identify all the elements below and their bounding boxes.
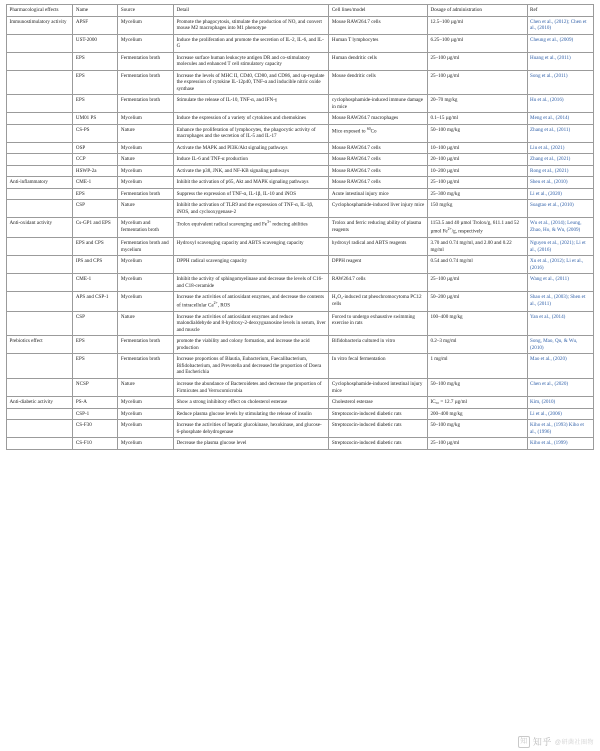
table-row — [7, 397, 594, 409]
cell-category — [7, 200, 73, 218]
cell-category — [7, 165, 73, 177]
cell-model: Human dendritic cells — [329, 52, 428, 70]
table-row — [7, 52, 594, 70]
cell-dosage: 12.5–100 µg/ml — [427, 16, 527, 34]
cell-name: CSP — [73, 200, 118, 218]
cell-dosage: 0.2–3 mg/ml — [427, 336, 527, 354]
cell-detail: Induce the proliferation and promote the secretion of IL-2, IL-6, and IL-G — [174, 34, 329, 52]
column-header-detail: Detail — [174, 5, 329, 17]
cell-ref[interactable]: Wang et al., (2011) — [527, 274, 593, 292]
cell-source: Mycelium — [118, 292, 174, 312]
cell-ref[interactable]: Shao et al., (2003); Shen et al., (2011) — [527, 292, 593, 312]
cell-model: Mouse RAW264.7 cells — [329, 16, 428, 34]
cell-source: Fermentation broth — [118, 336, 174, 354]
cell-model: Cyclophosphamide-induced intestinal injury mice — [329, 379, 428, 397]
cell-detail: DPPH radical scavenging capacity — [174, 256, 329, 274]
table-row — [7, 154, 594, 166]
cell-ref[interactable]: Li et al., (2020) — [527, 188, 593, 200]
watermark — [518, 735, 594, 748]
cell-ref[interactable]: Hu et al., (2016) — [527, 95, 593, 113]
table-row — [7, 124, 594, 142]
table-row — [7, 292, 594, 312]
table-row — [7, 354, 594, 379]
cell-detail: Activate the p38, JNK, and NF-KB signaling pathways — [174, 165, 329, 177]
cell-category — [7, 311, 73, 336]
cell-detail: Promote the phagocytosis, stimulate the production of NO, and convert mouse M2 macrophages into M1 phenotype — [174, 16, 329, 34]
cell-category — [7, 354, 73, 379]
cell-detail: Increase the levels of MHC II, CD40, CD80, and CD86, and up-regulate the expression of cytokine IL-12p40, TNF-α and inducible nitric oxide synthase — [174, 70, 329, 95]
cell-name: OSP — [73, 142, 118, 154]
cell-detail: Inhibit the activity of sphingomyelinase and decrease the levels of C16- and C18-ceramide — [174, 274, 329, 292]
cell-source: Mycelium — [118, 420, 174, 438]
cell-dosage: 25–100 µg/ml — [427, 52, 527, 70]
cell-detail: Induce the expression of a variety of cytokines and chemokines — [174, 113, 329, 125]
cell-ref[interactable]: Huang et al., (2011) — [527, 52, 593, 70]
cell-name: CS-F10 — [73, 438, 118, 450]
cell-dosage: 20–100 µg/ml — [427, 154, 527, 166]
cell-source: Mycelium — [118, 142, 174, 154]
cell-source: Mycelium — [118, 408, 174, 420]
cell-category — [7, 188, 73, 200]
cell-category — [7, 95, 73, 113]
column-header-name: Name — [73, 5, 118, 17]
cell-category — [7, 113, 73, 125]
table-row — [7, 311, 594, 336]
cell-detail: Increase surface human leukocyte antigen DR and co-stimulatory molecules and enhanced T cell stimulatory capacity — [174, 52, 329, 70]
cell-source: Mycelium — [118, 177, 174, 189]
cell-model: In vitro fecal fermentation — [329, 354, 428, 379]
cell-detail: Inhibit the activation of p65, Akt and MAPK signaling pathways — [174, 177, 329, 189]
cell-ref[interactable]: Yan et al., (2014) — [527, 311, 593, 336]
cell-source: Nature — [118, 154, 174, 166]
cell-name: APS and CSP-1 — [73, 292, 118, 312]
table-row — [7, 177, 594, 189]
cell-model: hydroxyl radical and ABTS reagents — [329, 238, 428, 256]
cell-name: EPS — [73, 354, 118, 379]
cell-category — [7, 154, 73, 166]
column-header-source: Source — [118, 5, 174, 17]
table-row — [7, 34, 594, 52]
cell-source: Mycelium — [118, 34, 174, 52]
cell-ref[interactable]: Chen et al., (2012); Chen et al., (2010) — [527, 16, 593, 34]
cell-detail: Stimulate the release of IL-10, TNF-α, and IFN-γ — [174, 95, 329, 113]
cell-dosage: 50–200 µg/ml — [427, 292, 527, 312]
table-row — [7, 336, 594, 354]
watermark-user: @研菌社圈物 — [554, 740, 594, 746]
cell-dosage: 50–100 mg/kg — [427, 420, 527, 438]
cell-dosage: 0.54 and 0.74 mg/ml — [427, 256, 527, 274]
cell-ref[interactable]: Liu et al., (2021) — [527, 142, 593, 154]
cell-source: Fermentation broth — [118, 95, 174, 113]
cell-dosage: 25–300 mg/kg — [427, 188, 527, 200]
cell-ref[interactable]: Song, Mao, Qu, & Wu, (2010) — [527, 336, 593, 354]
cell-detail: Trolox equivalent radical scavenging and $Fe^{3+}$ reducing abilities — [174, 218, 329, 238]
cell-ref[interactable]: Meng et al., (2014) — [527, 113, 593, 125]
table-row — [7, 165, 594, 177]
cell-ref[interactable]: Zhang et al., (2021) — [527, 154, 593, 166]
table-header-row — [7, 5, 594, 17]
cell-dosage: 10–100 µg/ml — [427, 142, 527, 154]
cell-model: Mouse RAW264.7 cells — [329, 142, 428, 154]
table-row — [7, 238, 594, 256]
cell-dosage: 25–100 µg/ml — [427, 274, 527, 292]
cell-detail: Increase the activities of antioxidant enzymes and reduce malondialdehyde and 8-hydroxy-2-deoxyguanosine levels in serum, liver and muscle — [174, 311, 329, 336]
cell-source: Nature — [118, 311, 174, 336]
cell-dosage: 10–200 µg/ml — [427, 165, 527, 177]
cell-detail: Enhance the proliferation of lymphocytes, the phagocytic activity of macrophages and the secretion of IL-5 and IL-17 — [174, 124, 329, 142]
cell-category — [7, 52, 73, 70]
table-row — [7, 200, 594, 218]
cell-source: Mycelium — [118, 256, 174, 274]
cell-name: NCSP — [73, 379, 118, 397]
cell-name: CCP — [73, 154, 118, 166]
pharmacological-effects-table — [6, 4, 594, 450]
cell-name: APSF — [73, 16, 118, 34]
table-row — [7, 438, 594, 450]
cell-dosage: 6.25–100 µg/ml — [427, 34, 527, 52]
cell-ref[interactable]: Kim, (2010) — [527, 397, 593, 409]
cell-dosage: 1153.5 and 40 µmol Trolox/g, 611.1 and 52 µmol $Fe^{2+}/g$, respectively — [427, 218, 527, 238]
cell-model: Trolox and ferric reducing ability of plasma reagents — [329, 218, 428, 238]
cell-model: Mouse dendritic cells — [329, 70, 428, 95]
cell-detail: Activate the MAPK and PI3K/Akt signaling pathways — [174, 142, 329, 154]
cell-source: Fermentation broth — [118, 70, 174, 95]
table-row — [7, 70, 594, 95]
cell-category — [7, 379, 73, 397]
cell-source: Fermentation broth — [118, 52, 174, 70]
cell-name: PS-A — [73, 397, 118, 409]
cell-ref[interactable]: Cheung et al., (2009) — [527, 34, 593, 52]
cell-source: Fermentation broth — [118, 354, 174, 379]
cell-detail: Reduce plasma glucose levels by stimulating the release of insulin — [174, 408, 329, 420]
cell-name: CS-PS — [73, 124, 118, 142]
cell-name: CME-1 — [73, 177, 118, 189]
cell-ref[interactable]: Kiho et al., (1993) Kiho et al., (1996) — [527, 420, 593, 438]
cell-model: Mouse RAW264.7 cells — [329, 165, 428, 177]
cell-name: IPS and CPS — [73, 256, 118, 274]
cell-ref[interactable]: Zhang et al., (2011) — [527, 124, 593, 142]
cell-category — [7, 438, 73, 450]
cell-model: Mice exposed to $^{60}$Co — [329, 124, 428, 142]
cell-ref[interactable]: Mao et al., (2020) — [527, 354, 593, 379]
cell-detail: Inhibit the activation of TLR9 and the expression of TNF-α, IL-1β, iNOS, and cyclooxygenase-2 — [174, 200, 329, 218]
cell-name: CSP — [73, 311, 118, 336]
cell-ref[interactable]: Song et al., (2011) — [527, 70, 593, 95]
cell-model: Bifidobacteria cultured in vitro — [329, 336, 428, 354]
cell-source: Mycelium — [118, 16, 174, 34]
cell-name: UM01 PS — [73, 113, 118, 125]
cell-source: Mycelium — [118, 274, 174, 292]
cell-ref[interactable]: Kiho et al., (1999) — [527, 438, 593, 450]
cell-name: HSWP-2a — [73, 165, 118, 177]
cell-ref[interactable]: Xu et al., (2012); Li et al., (2016) — [527, 256, 593, 274]
table-row — [7, 218, 594, 238]
cell-model: Forced to undergo exhaustive swimming exercise in rats — [329, 311, 428, 336]
cell-detail: increase the abundance of Bacteroidetes and decrease the proportion of Firmicutes and Verrucomicrobia — [174, 379, 329, 397]
cell-source: Mycelium — [118, 438, 174, 450]
column-header-cell-lines-model: Cell lines/model — [329, 5, 428, 17]
cell-dosage: 50–100 mg/kg — [427, 379, 527, 397]
cell-ref[interactable]: Rong et al., (2021) — [527, 165, 593, 177]
cell-dosage: 150 mg/kg — [427, 200, 527, 218]
cell-model: Streptozocin-induced diabetic rats — [329, 438, 428, 450]
cell-name: EPS — [73, 188, 118, 200]
cell-dosage: 3.70 and 0.74 mg/ml, and 2.00 and 0.22 mg/ml — [427, 238, 527, 256]
cell-category: Prebiotics effect — [7, 336, 73, 354]
cell-category — [7, 274, 73, 292]
cell-dosage: 100–400 mg/kg — [427, 311, 527, 336]
table-row — [7, 274, 594, 292]
cell-source: Nature — [118, 124, 174, 142]
table-row — [7, 142, 594, 154]
cell-name: CS-F30 — [73, 420, 118, 438]
cell-detail: Suppress the expression of TNF-α, IL-1β, IL-10 and iNOS — [174, 188, 329, 200]
cell-ref[interactable]: Wu et al., (2014); Leung, Zhao, Ho, & Wu, (2009) — [527, 218, 593, 238]
cell-category — [7, 292, 73, 312]
cell-model: Cyclophosphamide-induced liver injury mice — [329, 200, 428, 218]
table-row — [7, 95, 594, 113]
column-header-pharmacological-effects: Pharmacological effects — [7, 5, 73, 17]
cell-ref[interactable]: Soagtao et al., (2010) — [527, 200, 593, 218]
cell-source: Nature — [118, 379, 174, 397]
cell-model: Streptozocin-induced diabetic rats — [329, 408, 428, 420]
cell-name: CSP-1 — [73, 408, 118, 420]
cell-model: DPPH reagent — [329, 256, 428, 274]
cell-category — [7, 142, 73, 154]
cell-detail: Increase the activities of antioxidant enzymes, and decrease the contents of intracellular $Ca^{2+}$, ROS — [174, 292, 329, 312]
cell-name: UST-2000 — [73, 34, 118, 52]
cell-category — [7, 124, 73, 142]
cell-dosage: 200–400 mg/kg — [427, 408, 527, 420]
cell-source: Mycelium — [118, 113, 174, 125]
table-row — [7, 113, 594, 125]
cell-category — [7, 420, 73, 438]
cell-detail: Hydroxyl scavenging capacity and ABTS scavenging capacity — [174, 238, 329, 256]
cell-dosage: 25–100 µg/ml — [427, 438, 527, 450]
cell-model: Human T lymphocytes — [329, 34, 428, 52]
cell-detail: Induce IL-6 and TNF-α production — [174, 154, 329, 166]
cell-source: Mycelium and fermentation broth — [118, 218, 174, 238]
table-row — [7, 408, 594, 420]
cell-model: cyclophosphamide-induced immune damage in mice — [329, 95, 428, 113]
column-header-dosage: Dosage of administration — [427, 5, 527, 17]
cell-ref[interactable]: Li et al., (2006) — [527, 408, 593, 420]
cell-model: Streptozocin-induced diabetic rats — [329, 420, 428, 438]
cell-source: Fermentation broth — [118, 188, 174, 200]
zhihu-logo-icon: 知 — [518, 736, 530, 748]
table-row — [7, 420, 594, 438]
cell-ref[interactable]: Nguyen et al., (2021); Li et al., (2016) — [527, 238, 593, 256]
cell-category: Anti-diabetic activity — [7, 397, 73, 409]
cell-name: EPS — [73, 95, 118, 113]
cell-category — [7, 256, 73, 274]
cell-name: EPS — [73, 336, 118, 354]
cell-name: Cs-GP1 and EPS — [73, 218, 118, 238]
cell-detail: Increase the activities of hepatic glucokinase, hexokinase, and glucose-6-phosphate dehydrogenase — [174, 420, 329, 438]
cell-name: EPS and CPS — [73, 238, 118, 256]
cell-detail: Decrease the plasma glucose level — [174, 438, 329, 450]
cell-dosage: 25–100 µg/ml — [427, 70, 527, 95]
cell-model: Mouse RAW264.7 cells — [329, 154, 428, 166]
cell-model: Cholesterol esterase — [329, 397, 428, 409]
cell-name: EPS — [73, 70, 118, 95]
cell-detail: Increase proportions of Blautia, Eubacterium, Faecalibacterium, Bifidobacterium, and Prevotella and decreased the proportion of Doera and Escherichia — [174, 354, 329, 379]
table-row — [7, 256, 594, 274]
table-row — [7, 188, 594, 200]
cell-dosage: IC₅₀ = 12.7 µg/ml — [427, 397, 527, 409]
cell-model: RAW264.7 cells — [329, 274, 428, 292]
cell-name: CME-1 — [73, 274, 118, 292]
cell-ref[interactable]: Sheu et al., (2010) — [527, 177, 593, 189]
cell-dosage: 25–100 µg/ml — [427, 177, 527, 189]
table-header — [7, 5, 594, 17]
cell-dosage: 0.1–15 µg/ml — [427, 113, 527, 125]
table-row — [7, 379, 594, 397]
table-body — [7, 16, 594, 449]
cell-dosage: 50–100 mg/kg — [427, 124, 527, 142]
cell-category — [7, 34, 73, 52]
cell-model: Mouse RAW264.7 macrophages — [329, 113, 428, 125]
cell-model: H₂O₂-induced rat pheochromocytoma PC12 cells — [329, 292, 428, 312]
cell-name: EPS — [73, 52, 118, 70]
cell-dosage: 1 mg/ml — [427, 354, 527, 379]
cell-detail: promote the viability and colony formation, and increase the acid production — [174, 336, 329, 354]
cell-detail: Show a strong inhibitory effect on cholesterol esterase — [174, 397, 329, 409]
cell-source: Fermentation broth and mycelium — [118, 238, 174, 256]
watermark-site: 知乎 — [532, 737, 552, 747]
cell-model: Acute intestinal injury mice — [329, 188, 428, 200]
cell-category: Anti-oxidant activity — [7, 218, 73, 238]
cell-dosage: 20–70 mg/kg — [427, 95, 527, 113]
cell-model: Mouse RAW264.7 cells — [329, 177, 428, 189]
cell-source: Nature — [118, 200, 174, 218]
cell-category — [7, 238, 73, 256]
cell-category: Immunostimulatory activity — [7, 16, 73, 34]
cell-source: Mycelium — [118, 165, 174, 177]
table-row — [7, 16, 594, 34]
cell-source: Mycelium — [118, 397, 174, 409]
cell-category: Anti-inflammatory — [7, 177, 73, 189]
column-header-ref: Ref — [527, 5, 593, 17]
cell-category — [7, 70, 73, 95]
cell-category — [7, 408, 73, 420]
cell-ref[interactable]: Chen et al., (2020) — [527, 379, 593, 397]
